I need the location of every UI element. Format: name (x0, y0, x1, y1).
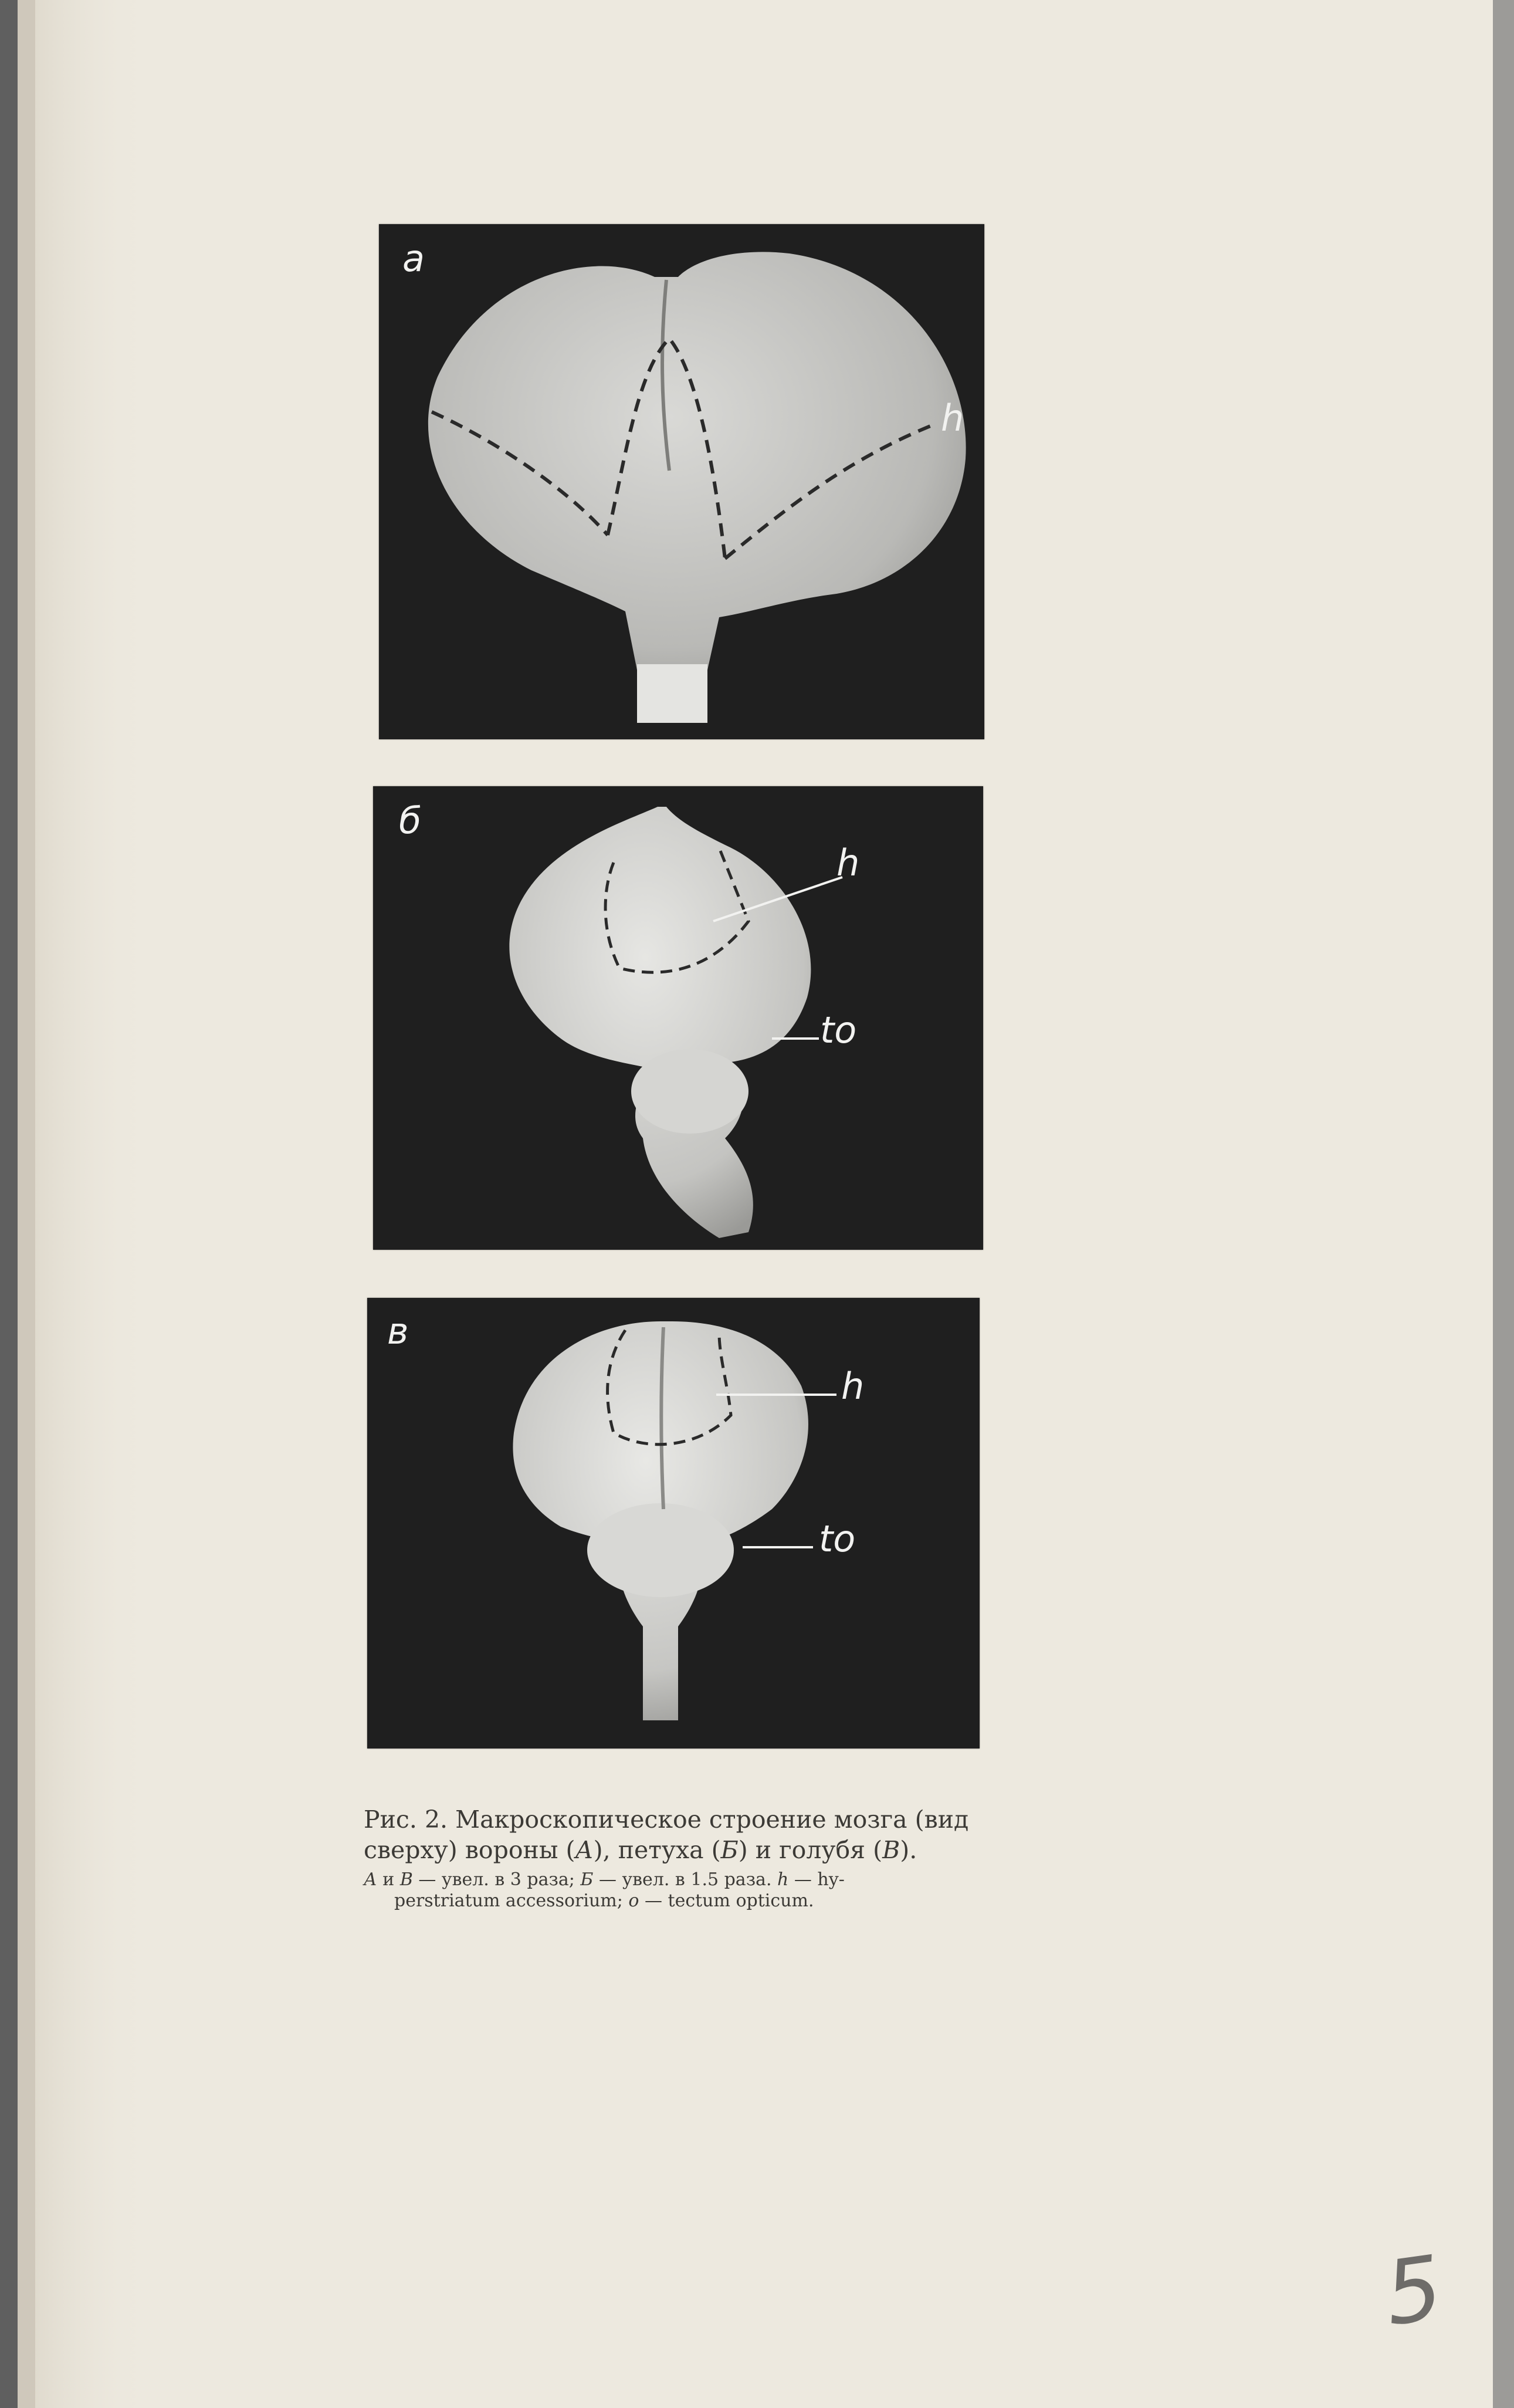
label-to: to (820, 1009, 857, 1051)
pigeon-brain-illustration (367, 1298, 980, 1748)
panel-letter-b: б (399, 799, 422, 842)
label-h: h (941, 397, 964, 439)
figure-note-line1: А и В — увел. в 3 раза; Б — увел. в 1.5 раза. h — hy- (364, 1869, 845, 1890)
label-h: h (836, 841, 860, 884)
label-to: to (819, 1517, 856, 1560)
figure-caption-line1: Рис. 2. Макроскопическое строение мозга (вид (364, 1805, 969, 1834)
brain-photo-pigeon (367, 1298, 980, 1748)
label-h: h (841, 1365, 865, 1408)
rooster-brain-illustration (373, 786, 983, 1250)
brain-photo-crow (379, 224, 984, 739)
panel-letter-a: а (402, 237, 425, 280)
figure-note-line2: perstriatum accessorium; о — tectum opticum. (394, 1890, 814, 1911)
brain-photo-rooster (373, 786, 983, 1250)
crow-brain-illustration (379, 224, 984, 739)
figure-caption-line2: сверху) вороны (А), петуха (Б) и голубя (В). (364, 1836, 917, 1864)
panel-letter-c: в (387, 1310, 409, 1352)
page-number: 5 (1378, 2237, 1449, 2346)
